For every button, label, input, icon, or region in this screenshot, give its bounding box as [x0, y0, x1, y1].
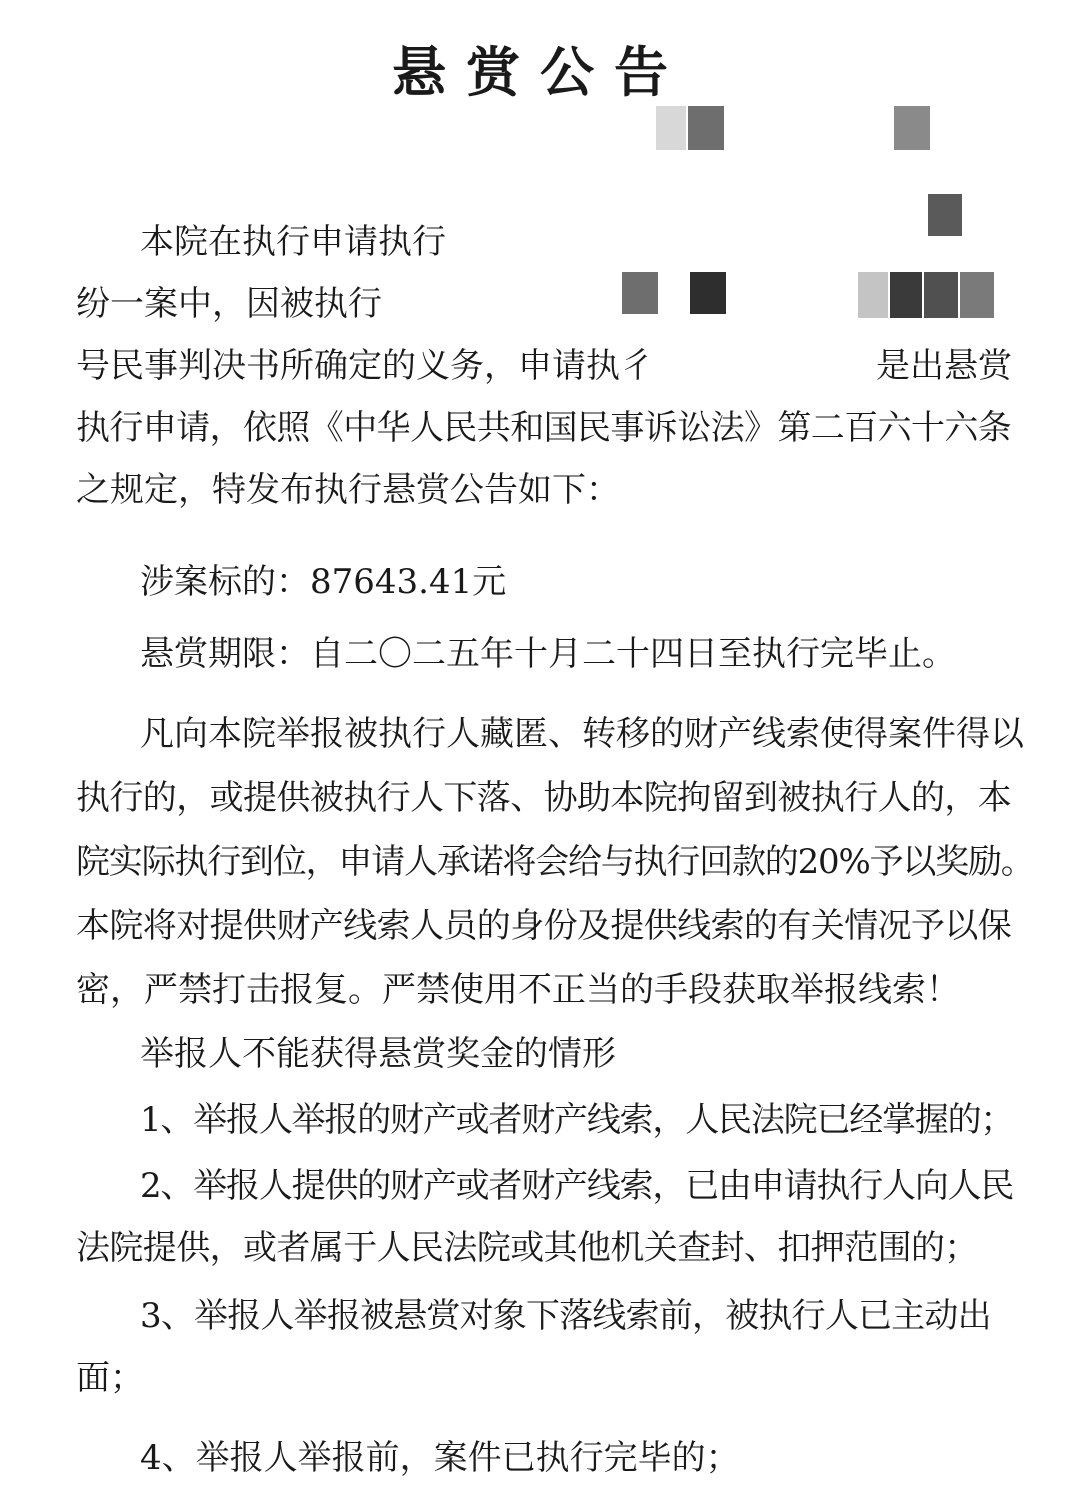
- exclusion-item-3: 3、举报人举报被悬赏对象下落线索前，被执行人已主动出: [140, 1296, 991, 1336]
- reward-line-5: 密，严禁打击报复。严禁使用不正当的手段获取举报线索！: [76, 970, 960, 1010]
- intro-line-3-right: 是出悬赏: [876, 346, 1012, 386]
- intro-line-3-left: 号民事判决书所确定的义务，申请执彳: [76, 346, 654, 386]
- exclusions-heading: 举报人不能获得悬赏奖金的情形: [140, 1034, 616, 1074]
- reward-line-1: 凡向本院举报被执行人藏匿、转移的财产线索使得案件得以: [140, 714, 1024, 754]
- reward-line-3: 院实际执行到位，申请人承诺将会给与执行回款的20%予以奖励。: [76, 842, 1034, 882]
- intro-line-4: 执行申请，依照《中华人民共和国民事诉讼法》第二百六十六条: [76, 408, 1012, 448]
- exclusion-item-4: 4、举报人举报前，案件已执行完毕的；: [140, 1438, 740, 1478]
- redaction-mosaic-2: [894, 106, 930, 150]
- exclusion-item-2: 2、举报人提供的财产或者财产线索，已由申请执行人向人民: [140, 1166, 1014, 1206]
- exclusion-item-2-cont: 法院提供，或者属于人民法院或其他机关查封、扣押范围的；: [76, 1228, 978, 1268]
- redaction-mosaic-5: [690, 272, 726, 314]
- reward-line-2: 执行的，或提供被执行人下落、协助本院拘留到被执行人的，本: [76, 778, 1012, 818]
- redaction-mosaic-4: [622, 272, 658, 314]
- exclusion-item-1: 1、举报人举报的财产或者财产线索，人民法院已经掌握的；: [140, 1100, 1014, 1140]
- intro-line-1: 本院在执行申请执行: [140, 222, 446, 262]
- period-line: 悬赏期限：自二〇二五年十月二十四日至执行完毕止。: [140, 634, 956, 674]
- intro-line-2: 纷一案中，因被执行: [76, 284, 382, 324]
- intro-line-5: 之规定，特发布执行悬赏公告如下：: [76, 470, 620, 510]
- reward-line-4: 本院将对提供财产线索人员的身份及提供线索的有关情况予以保: [76, 906, 1012, 946]
- amount-line: 涉案标的：87643.41元: [140, 562, 507, 602]
- exclusion-item-3-cont: 面；: [76, 1358, 144, 1398]
- page-title: 悬赏公告: [392, 40, 688, 104]
- redaction-mosaic-3: [928, 194, 962, 236]
- redaction-mosaic-6: [858, 272, 994, 318]
- redaction-mosaic-1: [656, 106, 724, 150]
